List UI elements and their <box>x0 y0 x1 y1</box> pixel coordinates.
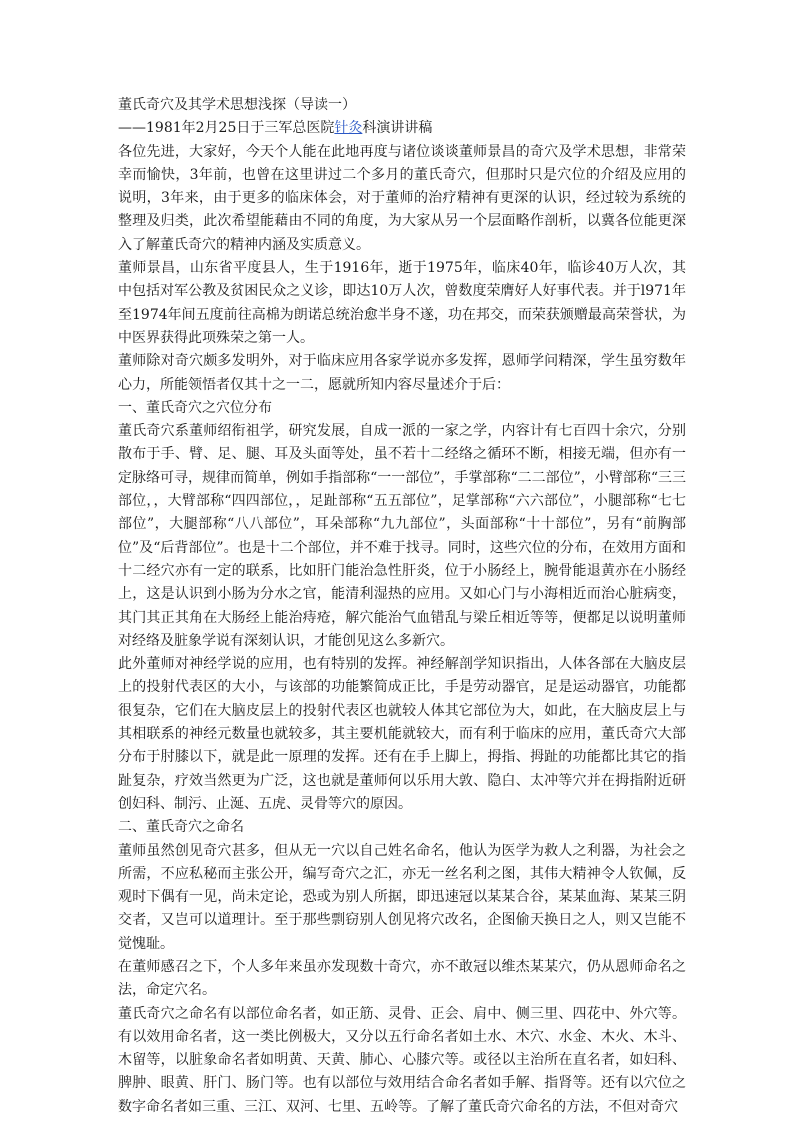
document-subtitle <box>118 117 686 140</box>
section-heading-distribution: 一、董氏奇穴之穴位分布 <box>118 399 272 416</box>
acupuncture-link[interactable]: 针灸 <box>334 120 363 137</box>
paragraph-neurology: 此外董师对神经学说的应用，也有特别的发挥。神经解剖学知识指出，人体各部在大脑皮层上的投射代表区的大小，与该部的功能繁简成正比，手是劳动器官，足是运动器官，功能都很复杂，它们在大脑皮层上的投射代表区也就较人体其它部位为大，如此，在大脑皮层上与其相联系的神经元数量也就较多，其主要机能就较大，而有利于临床的应用，董氏奇穴大部分布于肘膝以下，就是此一原理的发挥。还有在手上脚上，拇指、拇趾的功能都比其它的指趾复杂，疗效当然更为广泛，这也就是董师何以乐用大敦、隐白、太冲等穴并在拇指附近研创妇科、制污、止涎、五虎、灵骨等穴的原因。 <box>118 656 686 812</box>
paragraph-distribution: 董氏奇穴系董师绍衔祖学，研究发展，自成一派的一家之学，内容计有七百四十余穴，分别散布于手、臂、足、腿、耳及头面等处，虽不若十二经络之循环不断，相接无端，但亦有一定脉络可寻，规律而简单，例如手指部称“一一部位”，手掌部称“二二部位”，小臂部称“三三部位，，大臂部称“四四部位，，足趾部称“五五部位”，足掌部称“六六部位”，小腿部称“七七部位”，大腿部称“八八部位”，耳朵部称“九九部位”，头面部称“十十部位”，另有“前胸部位”及“后背部位”。也是十二个部位，并不难于找寻。同时，这些穴位的分布，在效用方面和十二经穴亦有一定的联系，比如肝门能治急性肝炎，位于小肠经上，腕骨能退黄亦在小肠经上，这是认识到小肠为分水之官，能清利湿热的应用。又如心门与小海相近而治心脏病变，其门其正其角在大肠经上能治痔疮，解穴能治气血错乱与梁丘相近等等，便都足以说明董师对经络及脏象学说有深刻认识，才能创见这么多新穴。 <box>118 423 686 649</box>
paragraph-biography: 董师景昌，山东省平度县人，生于1916年，逝于1975年，临床40年，临诊40万人次，其中包括对军公教及贫困民众之义诊，即达10万人次，曾数度荣膺好人好事代表。并于l971年至1974年间五度前往高棉为朗诺总统治愈半身不遂，功在邦交，而荣获颁赠最高荣誉状，为中医界获得此项殊荣之第一人。 <box>118 260 686 346</box>
document-title: 董氏奇穴及其学术思想浅探（导读一） <box>118 97 356 113</box>
paragraph-naming-methods: 董氏奇穴之命名有以部位命名者，如正筋、灵骨、正会、肩中、侧三里、四花中、外穴等。有以效用命名者，这一类比例极大，又分以五行命名者如土水、木穴、水金、木火、木斗、木留等，以脏象命名者如明黄、天黄、肺心、心膝穴等。或径以主治所在直名者，如妇科、脾肿、眼黄、肝门、肠门等。也有以部位与效用结合命名者如手解、指肾等。还有以穴位之数字命名者如三重、三江、双河、七里、五岭等。了解了董氏奇穴命名的方法，不但对奇穴 <box>118 1005 686 1115</box>
paragraph-opening: 各位先进，大家好，今天个人能在此地再度与诸位谈谈董师景昌的奇穴及学术思想，非常荣幸而愉快，3年前，也曾在这里讲过二个多月的董氏奇穴，但那时只是穴位的介绍及应用的说明，3年来，由于更多的临床体会，对于董师的治疗精神有更深的认识，经过较为系统的整理及归类，此次希望能藉由不同的角度，为大家从另一个层面略作剖析，以冀各位能更深入了解董氏奇穴的精神内涵及实质意义。 <box>118 143 686 253</box>
document-page <box>118 94 686 1119</box>
section-heading-naming: 二、董氏奇穴之命名 <box>118 819 244 836</box>
subtitle-prefix: ——1981年2月25日于三军总医院 <box>118 120 335 137</box>
paragraph-naming-ethics: 董师虽然创见奇穴甚多，但从无一穴以自己姓名命名，他认为医学为救人之利器，为社会之所需，不应私秘而主张公开，编写奇穴之汇，亦无一丝名利之图，其伟大精神令人钦佩，反观时下偶有一见，尚未定论，恐或为别人所据，即迅速冠以某某合谷，某某血海、某某三阴交者，又岂可以道理计。至于那些剽窃别人创见将穴改名，企图偷天换日之人，则又岂能不觉愧耻。 <box>118 842 686 952</box>
paragraph-naming-personal: 在董师感召之下，个人多年来虽亦发现数十奇穴，亦不敢冠以维杰某某穴，仍从恩师命名之法，命定穴名。 <box>118 958 686 999</box>
subtitle-suffix: 科演讲讲稿 <box>362 120 433 137</box>
paragraph-introduction: 董师除对奇穴颇多发明外，对于临床应用各家学说亦多发挥，恩师学问精深，学生虽穷数年心力，所能领悟者仅其十之一二，愿就所知内容尽量述介于后： <box>118 353 686 393</box>
